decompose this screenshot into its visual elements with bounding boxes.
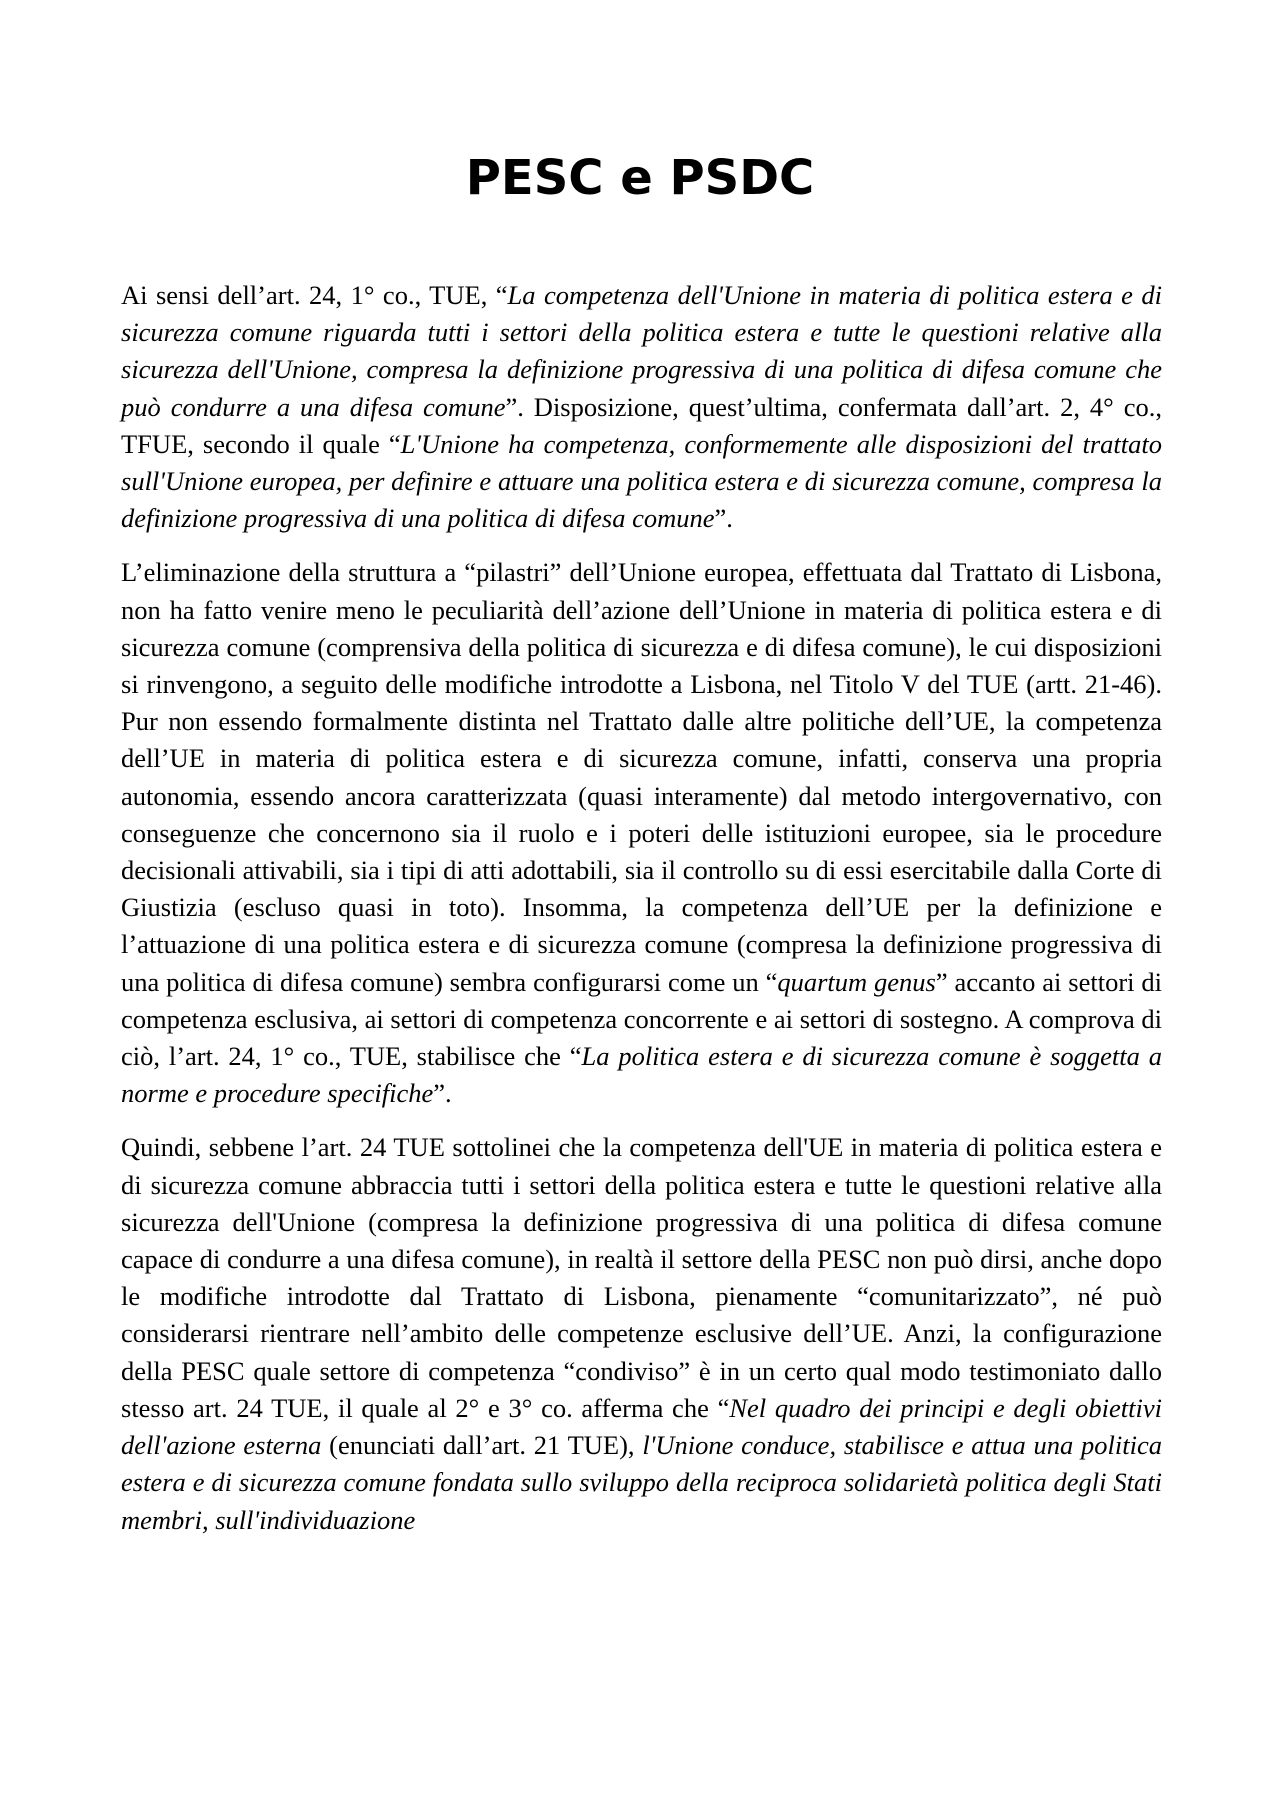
text-run: ”. bbox=[714, 503, 733, 534]
paragraph-2 bbox=[121, 554, 1162, 1112]
paragraph-1 bbox=[121, 277, 1162, 537]
text-run: ”. Disposizione, quest’ultima, confermata dall’art. 2, 4° co., TFUE, secondo il quale “ bbox=[121, 391, 1162, 459]
text-run: Quindi, sebbene l’art. 24 TUE sottolinei che la competenza dell'UE in materia di politica estera e di sicurezza comune abbraccia tutti i settori della politica estera e tutte le questioni relative alla sicurezza dell'Unione (compresa la definizione progressiva di una politica di difesa comune capace di condurre a una difesa comune), in realtà il settore della PESC non può dirsi, anche dopo le modifiche introdotte dal Trattato di Lisbona, pienamente “comunitarizzato”, né può considerarsi rientrare nell’ambito delle competenze esclusive dell’UE. Anzi, la configurazione della PESC quale settore di competenza “condiviso” è in un certo qual modo testimoniato dallo stesso art. 24 TUE, il quale al 2° e 3° co. afferma che “ bbox=[121, 1132, 1162, 1423]
quoted-text: Nel quadro dei principi e degli obiettivi dell'azione esterna bbox=[121, 1392, 1162, 1461]
quoted-text: La politica estera e di sicurezza comune è soggetta a norme e procedure specifiche bbox=[121, 1041, 1162, 1109]
text-run: (enunciati dall’art. 21 TUE), bbox=[321, 1430, 643, 1461]
quoted-text: L'Unione ha competenza, conformemente alle disposizioni del trattato sull'Unione europea, per definire e attuare una politica estera e di sicurezza comune, compresa la definizione progressiva di una politica di difesa comune bbox=[121, 428, 1162, 534]
text-run: ”. bbox=[433, 1078, 452, 1109]
document-body bbox=[121, 277, 1162, 1556]
page-title: PESC e PSDC bbox=[465, 150, 815, 206]
text-run: L’eliminazione della struttura a “pilastri” dell’Unione europea, effettuata dal Trattato di Lisbona, non ha fatto venire meno le peculiarità dell’azione dell’Unione in materia di politica estera e di sicurezza comune (comprensiva della politica di sicurezza e di difesa comune), le cui disposizioni si rinvengono, a seguito delle modifiche introdotte a Lisbona, nel Titolo V del TUE (artt. 21-46). Pur non essendo formalmente distinta nel Trattato dalle altre politiche dell’UE, la competenza dell’UE in materia di politica estera e di sicurezza comune, infatti, conserva una propria autonomia, essendo ancora caratterizzata (quasi interamente) dal metodo intergovernativo, con conseguenze che concernono sia il ruolo e i poteri delle istituzioni europee, sia le procedure decisionali attivabili, sia i tipi di atti adottabili, sia il controllo su di essi esercitabile dalla Corte di Giustizia (escluso quasi in toto). Insomma, la competenza dell’UE per la definizione e l’attuazione di una politica estera e di sicurezza comune (compresa la definizione progressiva di una politica di difesa comune) sembra configurarsi come un “ bbox=[121, 557, 1162, 997]
quoted-text: La competenza dell'Unione in materia di politica estera e di sicurezza comune riguarda tutti i settori della politica estera e tutte le questioni relative alla sicurezza dell'Unione, compresa la definizione progressiva di una politica di difesa comune che può condurre a una difesa comune bbox=[121, 280, 1162, 422]
quoted-text: quartum genus bbox=[777, 966, 936, 997]
quoted-text: l'Unione conduce, stabilisce e attua una politica estera e di sicurezza comune fondata sullo sviluppo della reciproca solidarietà politica degli Stati membri, sull'individuazione bbox=[121, 1430, 1162, 1535]
text-run: Ai sensi dell’art. 24, 1° co., TUE, “ bbox=[121, 280, 508, 310]
text-run: ” accanto ai settori di competenza esclusiva, ai settori di competenza concorrente e ai settori di sostegno. A comprova di ciò, l’art. 24, 1° co., TUE, stabilisce che “ bbox=[121, 966, 1162, 1072]
paragraph-3 bbox=[121, 1129, 1162, 1538]
